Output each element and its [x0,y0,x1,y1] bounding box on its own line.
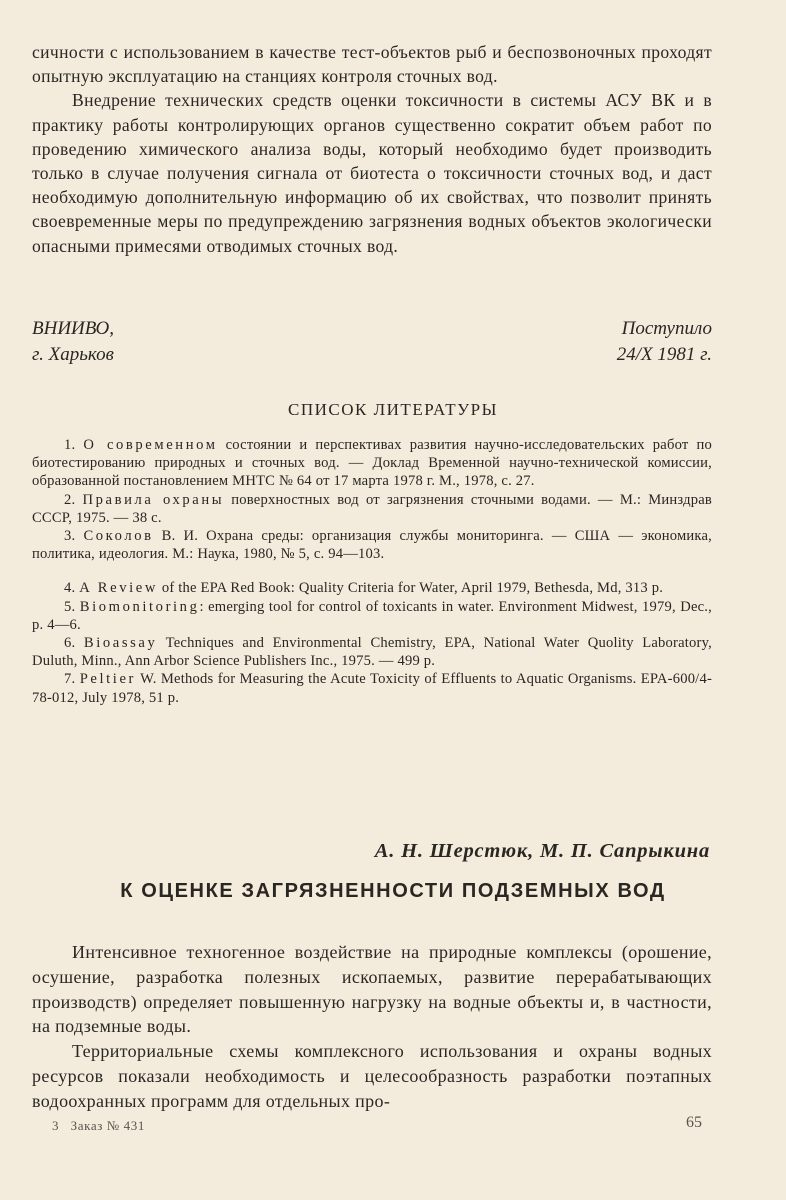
intro-paragraph-1: сичности с использованием в качестве тест-объектов рыб и беспозвоночных проходят опытную эксплуатацию на станциях контроля сточных вод. [32,42,712,87]
reference-item [32,634,712,670]
reference-lead: Peltier [79,671,136,688]
affiliation-city: г. Харьков [32,344,114,365]
reference-number: 4. [64,580,76,597]
reference-lead: Соколов [83,528,154,545]
references-heading: СПИСОК ЛИТЕРАТУРЫ [288,400,498,419]
reference-rest: В. И. Охрана среды: организация службы мониторинга. — США — экономика, политика, идеология. М.: Наука, 1980, № 5, с. 94—103. [32,528,712,563]
received-block [540,316,712,368]
reference-number: 1. [64,437,76,453]
reference-number: 3. [64,528,76,545]
reference-item [32,579,712,597]
reference-rest: : emerging tool for control of toxicants in water. Environment Midwest, 1979, Dec., p. 4—6. [32,598,712,633]
reference-item [32,598,712,634]
reference-item [32,670,712,706]
reference-lead: A Review [79,580,158,597]
article-title: К ОЦЕНКЕ ЗАГРЯЗНЕННОСТИ ПОДЗЕМНЫХ ВОД [120,880,666,902]
reference-number: 7. [64,671,76,688]
reference-rest: состоянии и перспективах развития научно-исследовательских работ по биотестированию природных и сточных вод. — Доклад Временной научно-технической комиссии, образованной постановлением МНТС № 64 от 17 марта 1978 г. М., 1978, с. 27. [32,437,712,490]
reference-item [32,491,712,527]
page-number: 65 [686,1114,702,1131]
article-body [32,940,712,1114]
reference-rest: of the EPA Red Book: Quality Criteria for Water, April 1979, Bethesda, Md, 313 p. [157,580,664,597]
print-order-note: 3 Заказ № 431 [52,1118,145,1133]
article-paragraph-1: Интенсивное техногенное воздействие на природные комплексы (орошение, осушение, разработка полезных ископаемых, развитие перерабатывающих производств) определяет повышенную нагрузку на водные объекты и, в частности, на подземные воды. [32,942,712,1037]
reference-rest: Techniques and Environmental Chemistry, EPA, National Water Quolity Laboratory, Duluth, Minn., Ann Arbor Science Publishers Inc., 1975. — 499 p. [32,635,713,670]
reference-rest: W. Methods for Measuring the Acute Toxicity of Effluents to Aquatic Organisms. EPA-600/4-78-012, July 1978, 51 p. [32,671,712,706]
intro-text [32,40,712,258]
reference-item [32,436,712,491]
article-paragraph-2: Территориальные схемы комплексного использования и охраны водных ресурсов показали необходимость и целесообразность разработки поэтапных водоохранных программ для отдельных про- [32,1041,712,1111]
reference-lead: Bioassay [83,635,158,652]
affiliation-org: ВНИИВО, [32,318,114,339]
reference-rest: поверхностных вод от загрязнения сточными водами. — М.: Минздрав СССР, 1975. — 38 с. [32,491,712,526]
reference-number: 2. [64,491,76,508]
reference-lead: Biomonitoring [79,598,200,615]
reference-number: 5. [64,598,76,615]
reference-number: 6. [64,635,76,652]
intro-paragraph-2: Внедрение технических средств оценки токсичности в системы АСУ ВК и в практику работы контролирующих органов существенно сократит объем работ по проведению химического анализа воды, который необходимо будет производить только в случае получения сигнала от биотеста о токсичности сточных вод, и даст необходимую дополнительную информацию об их свойствах, что позволит принять своевременные меры по предупреждению загрязнения водных объектов экологически опасными примесями отводимых сточных вод. [32,90,712,256]
affiliation-block [32,316,114,368]
references-list [32,436,712,707]
reference-item [32,527,712,563]
received-label: Поступило [621,318,712,339]
reference-lead: О современном [83,437,218,453]
reference-lead: Правила охраны [82,491,225,508]
received-date: 24/X 1981 г. [616,344,712,365]
article-authors: А. Н. Шерстюк, М. П. Сапрыкина [374,840,710,862]
